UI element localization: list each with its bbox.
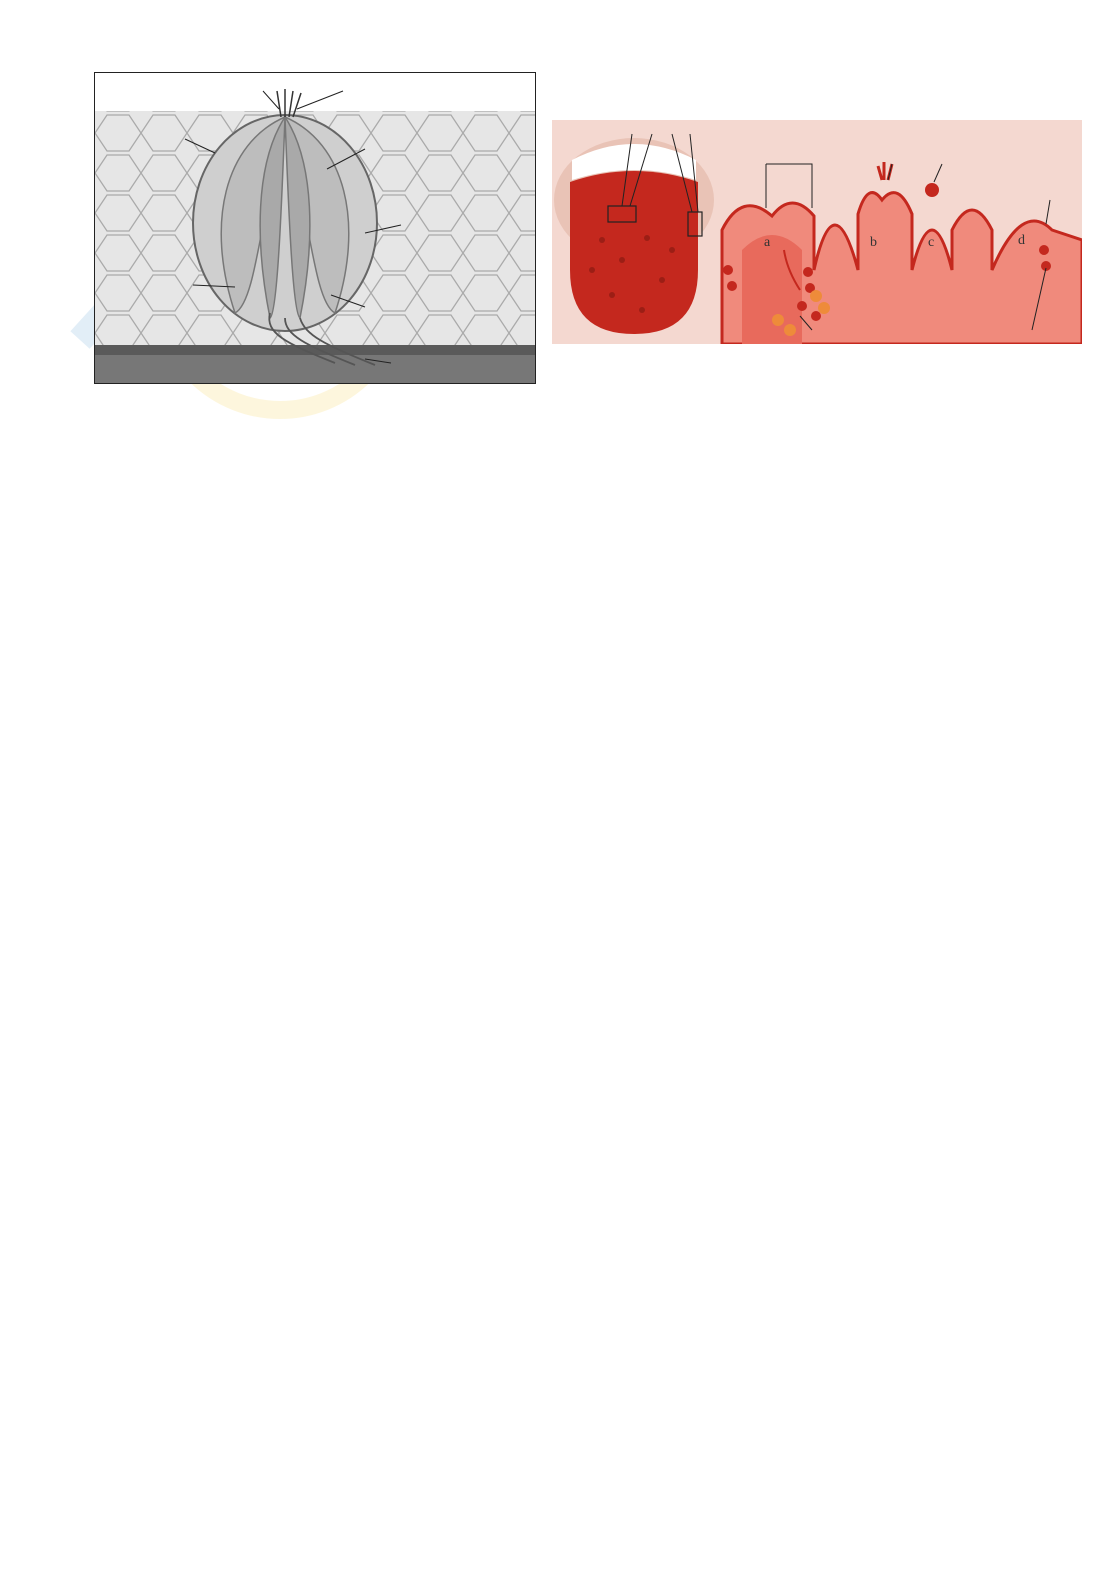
svg-text:d: d xyxy=(1018,233,1025,248)
svg-text:c: c xyxy=(928,235,935,250)
papillae-diagram xyxy=(552,120,1082,344)
svg-text:a: a xyxy=(764,235,771,250)
papillae-illustration xyxy=(552,120,1082,344)
figures-row xyxy=(68,72,1048,392)
svg-text:b: b xyxy=(870,235,877,250)
taste-bud-diagram xyxy=(94,72,536,384)
main-content xyxy=(68,66,1048,392)
taste-bud-illustration xyxy=(95,73,535,383)
